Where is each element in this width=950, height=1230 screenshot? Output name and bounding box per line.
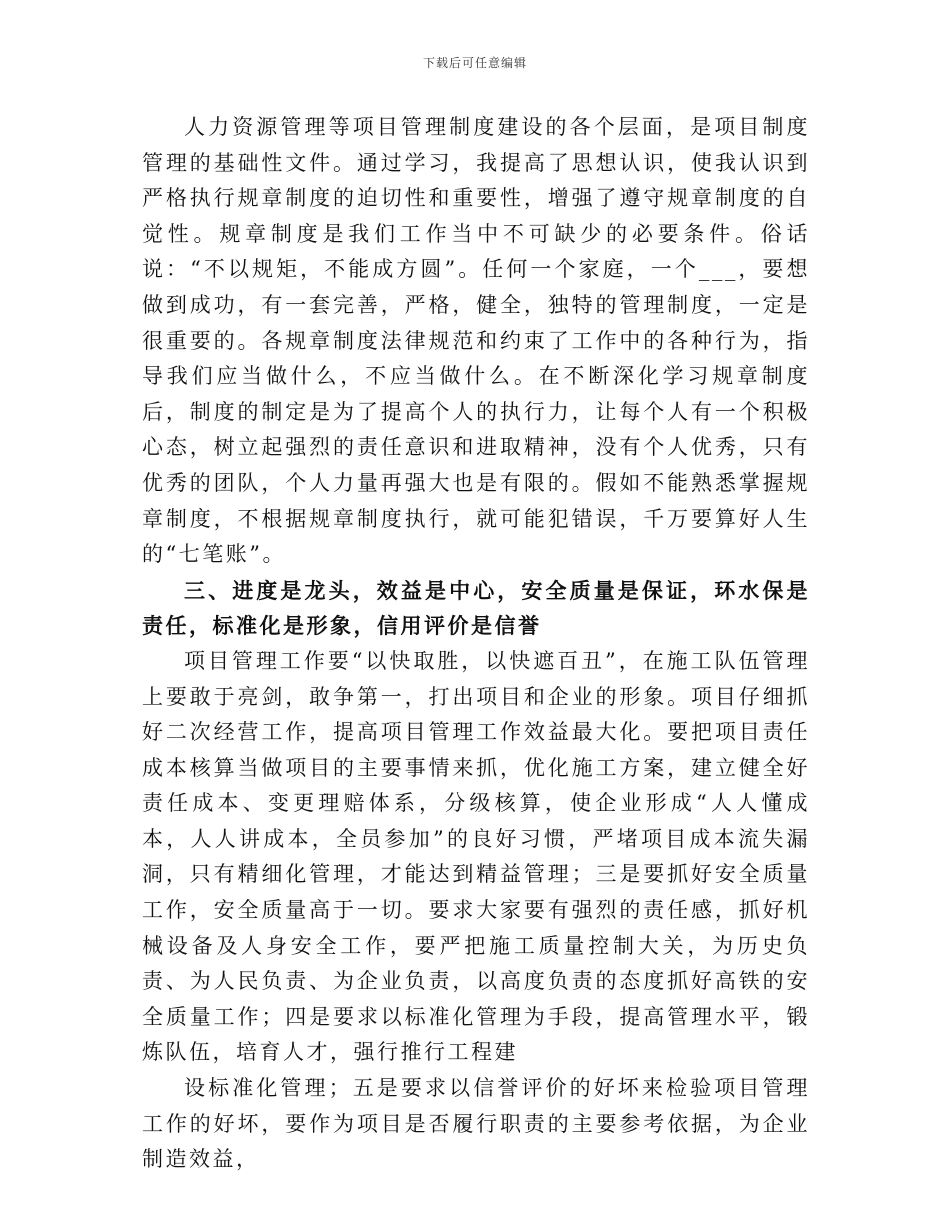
body-paragraph-2: 项目管理工作要“以快取胜，以快遮百丑”，在施工队伍管理上要敢于亮剑，敢争第一，打出项目和企业的形象。项目仔细抓好二次经营工作，提高项目管理工作效益最大化。要把项目责任成本核算当做项目的主要事情来抓，优化施工方案，建立健全好责任成本、变更理赔体系，分级核算，使企业形成“人人懂成本，人人讲成本，全员参加”的良好习惯，严堵项目成本流失漏洞，只有精细化管理，才能达到精益管理；三是要抓好安全质量工作，安全质量高于一切。要求大家要有强烈的责任感，抓好机械设备及人身安全工作，要严把施工质量控制大关，为历史负责、为人民负责、为企业负责，以高度负责的态度抓好高铁的安全质量工作；四是要求以标准化管理为手段，提高管理水平，锻炼队伍，培育人才，强行推行工程建 bbox=[142, 648, 810, 1065]
body-paragraph-1: 人力资源管理等项目管理制度建设的各个层面，是项目制度管理的基础性文件。通过学习，我提高了思想认识，使我认识到严格执行规章制度的迫切性和重要性，增强了遵守规章制度的自觉性。规章制度是我们工作当中不可缺少的必要条件。俗话说：“不以规矩，不能成方圆”。任何一个家庭，一个___，要想做到成功，有一套完善，严格，健全，独特的管理制度，一定是很重要的。各规章制度法律规范和约束了工作中的各种行为，指导我们应当做什么，不应当做什么。在不断深化学习规章制度后，制度的制定是为了提高个人的执行力，让每个人有一个积极心态，树立起强烈的责任意识和进取精神，没有个人优秀，只有优秀的团队，个人力量再强大也是有限的。假如不能熟悉掌握规章制度，不根据规章制度执行，就可能犯错误，千万要算好人生的“七笔账”。 bbox=[142, 115, 810, 567]
page-header: 下载后可任意编辑 bbox=[422, 56, 527, 70]
section-heading: 三、进度是龙头，效益是中心，安全质量是保证，环水保是责任，标准化是形象，信用评价是信誉 bbox=[142, 577, 810, 639]
body-paragraph-3: 设标准化管理；五是要求以信誉评价的好坏来检验项目管理工作的好坏，要作为项目是否履行职责的主要参考依据，为企业制造效益， bbox=[142, 1076, 810, 1172]
document-body bbox=[142, 110, 810, 1178]
